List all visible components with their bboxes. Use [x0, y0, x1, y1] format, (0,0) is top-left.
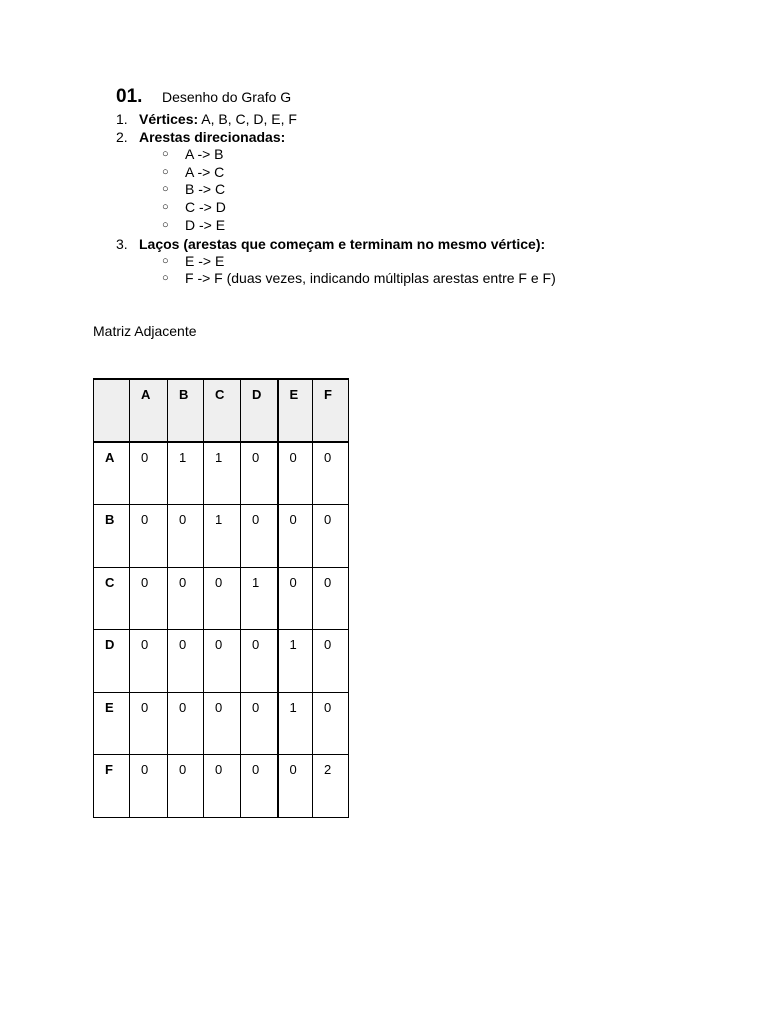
edge-text: C -> D [185, 199, 226, 216]
matrix-cell: 0 [204, 692, 241, 755]
directed-edges-sublist [139, 146, 556, 235]
matrix-cell: 2 [313, 755, 349, 818]
matrix-cell: 0 [204, 567, 241, 630]
loops-label: Laços (arestas que começam e terminam no mesmo vértice): [139, 235, 546, 252]
matrix-corner-cell [94, 379, 130, 442]
bullet-icon: ○ [162, 218, 169, 231]
matrix-cell: 0 [130, 692, 168, 755]
matrix-cell: 0 [168, 692, 204, 755]
directed-edges-label: Arestas direcionadas: [139, 129, 286, 145]
matrix-cell: 0 [241, 442, 278, 505]
table-row [94, 505, 349, 568]
adjacency-matrix-table [93, 378, 349, 818]
loops-sublist [139, 253, 556, 288]
table-row [94, 755, 349, 818]
matrix-cell: 0 [241, 755, 278, 818]
table-row [94, 692, 349, 755]
vertices-text: A, B, C, D, E, F [198, 111, 297, 127]
edge-text: B -> C [185, 181, 226, 198]
matrix-cell: 0 [313, 442, 349, 505]
bullet-icon: ○ [162, 183, 169, 196]
table-row [94, 630, 349, 693]
matrix-cell: 0 [168, 755, 204, 818]
loop-text: F -> F (duas vezes, indicando múltiplas arestas entre F e F) [185, 270, 556, 287]
list-item-loops [116, 235, 556, 288]
graph-description-list [116, 110, 556, 288]
matrix-cell: 0 [168, 630, 204, 693]
column-header: A [130, 379, 168, 442]
matrix-body [94, 442, 349, 817]
edge-item [139, 146, 556, 164]
matrix-cell: 0 [204, 630, 241, 693]
matrix-cell: 0 [168, 567, 204, 630]
matrix-cell: 0 [278, 442, 313, 505]
matrix-cell: 0 [313, 567, 349, 630]
edge-item [139, 181, 556, 199]
row-header: A [94, 442, 130, 505]
matrix-cell: 0 [204, 755, 241, 818]
edge-text: A -> C [185, 163, 225, 180]
list-item-vertices [116, 110, 556, 128]
bullet-icon: ○ [162, 165, 169, 178]
row-header: C [94, 567, 130, 630]
matrix-cell: 0 [168, 505, 204, 568]
column-header: C [204, 379, 241, 442]
matrix-cell: 0 [130, 442, 168, 505]
matrix-cell: 0 [130, 755, 168, 818]
column-header: F [313, 379, 349, 442]
vertices-label: Vértices: [139, 111, 199, 127]
matrix-cell: 1 [278, 630, 313, 693]
matrix-cell: 1 [278, 692, 313, 755]
matrix-cell: 0 [313, 505, 349, 568]
bullet-icon: ○ [162, 148, 169, 160]
bullet-icon: ○ [162, 272, 169, 285]
matrix-cell: 0 [278, 505, 313, 568]
edge-text: D -> E [185, 216, 226, 233]
row-header: D [94, 630, 130, 693]
matrix-cell: 0 [130, 567, 168, 630]
list-item-directed-edges [116, 128, 556, 235]
edge-item [139, 199, 556, 217]
section-number: 01. [116, 86, 143, 107]
list-marker: 3. [116, 235, 128, 252]
matrix-cell: 0 [130, 505, 168, 568]
list-marker: 2. [116, 129, 128, 145]
matrix-title: Matriz Adjacente [93, 323, 197, 339]
column-header: E [278, 379, 313, 442]
matrix-cell: 0 [130, 630, 168, 693]
loop-text: E -> E [185, 252, 225, 269]
matrix-cell: 0 [278, 755, 313, 818]
matrix-cell: 0 [241, 692, 278, 755]
column-header: B [168, 379, 204, 442]
matrix-cell: 0 [241, 505, 278, 568]
matrix-cell: 1 [241, 567, 278, 630]
edge-item [139, 217, 556, 235]
list-marker: 1. [116, 111, 128, 127]
matrix-cell: 1 [204, 442, 241, 505]
loop-item [139, 253, 556, 271]
matrix-cell: 0 [313, 630, 349, 693]
edge-item [139, 164, 556, 182]
column-header: D [241, 379, 278, 442]
matrix-cell: 1 [204, 505, 241, 568]
row-header: F [94, 755, 130, 818]
bullet-icon: ○ [162, 201, 169, 214]
matrix-cell: 1 [168, 442, 204, 505]
section-heading [116, 86, 291, 108]
table-row [94, 567, 349, 630]
row-header: E [94, 692, 130, 755]
loop-item [139, 270, 556, 288]
matrix-header-row [94, 379, 349, 442]
edge-text: A -> B [185, 146, 224, 162]
table-row [94, 442, 349, 505]
bullet-icon: ○ [162, 254, 169, 267]
row-header: B [94, 505, 130, 568]
matrix-cell: 0 [313, 692, 349, 755]
matrix-cell: 0 [241, 630, 278, 693]
matrix-cell: 0 [278, 567, 313, 630]
section-title: Desenho do Grafo G [162, 89, 292, 105]
